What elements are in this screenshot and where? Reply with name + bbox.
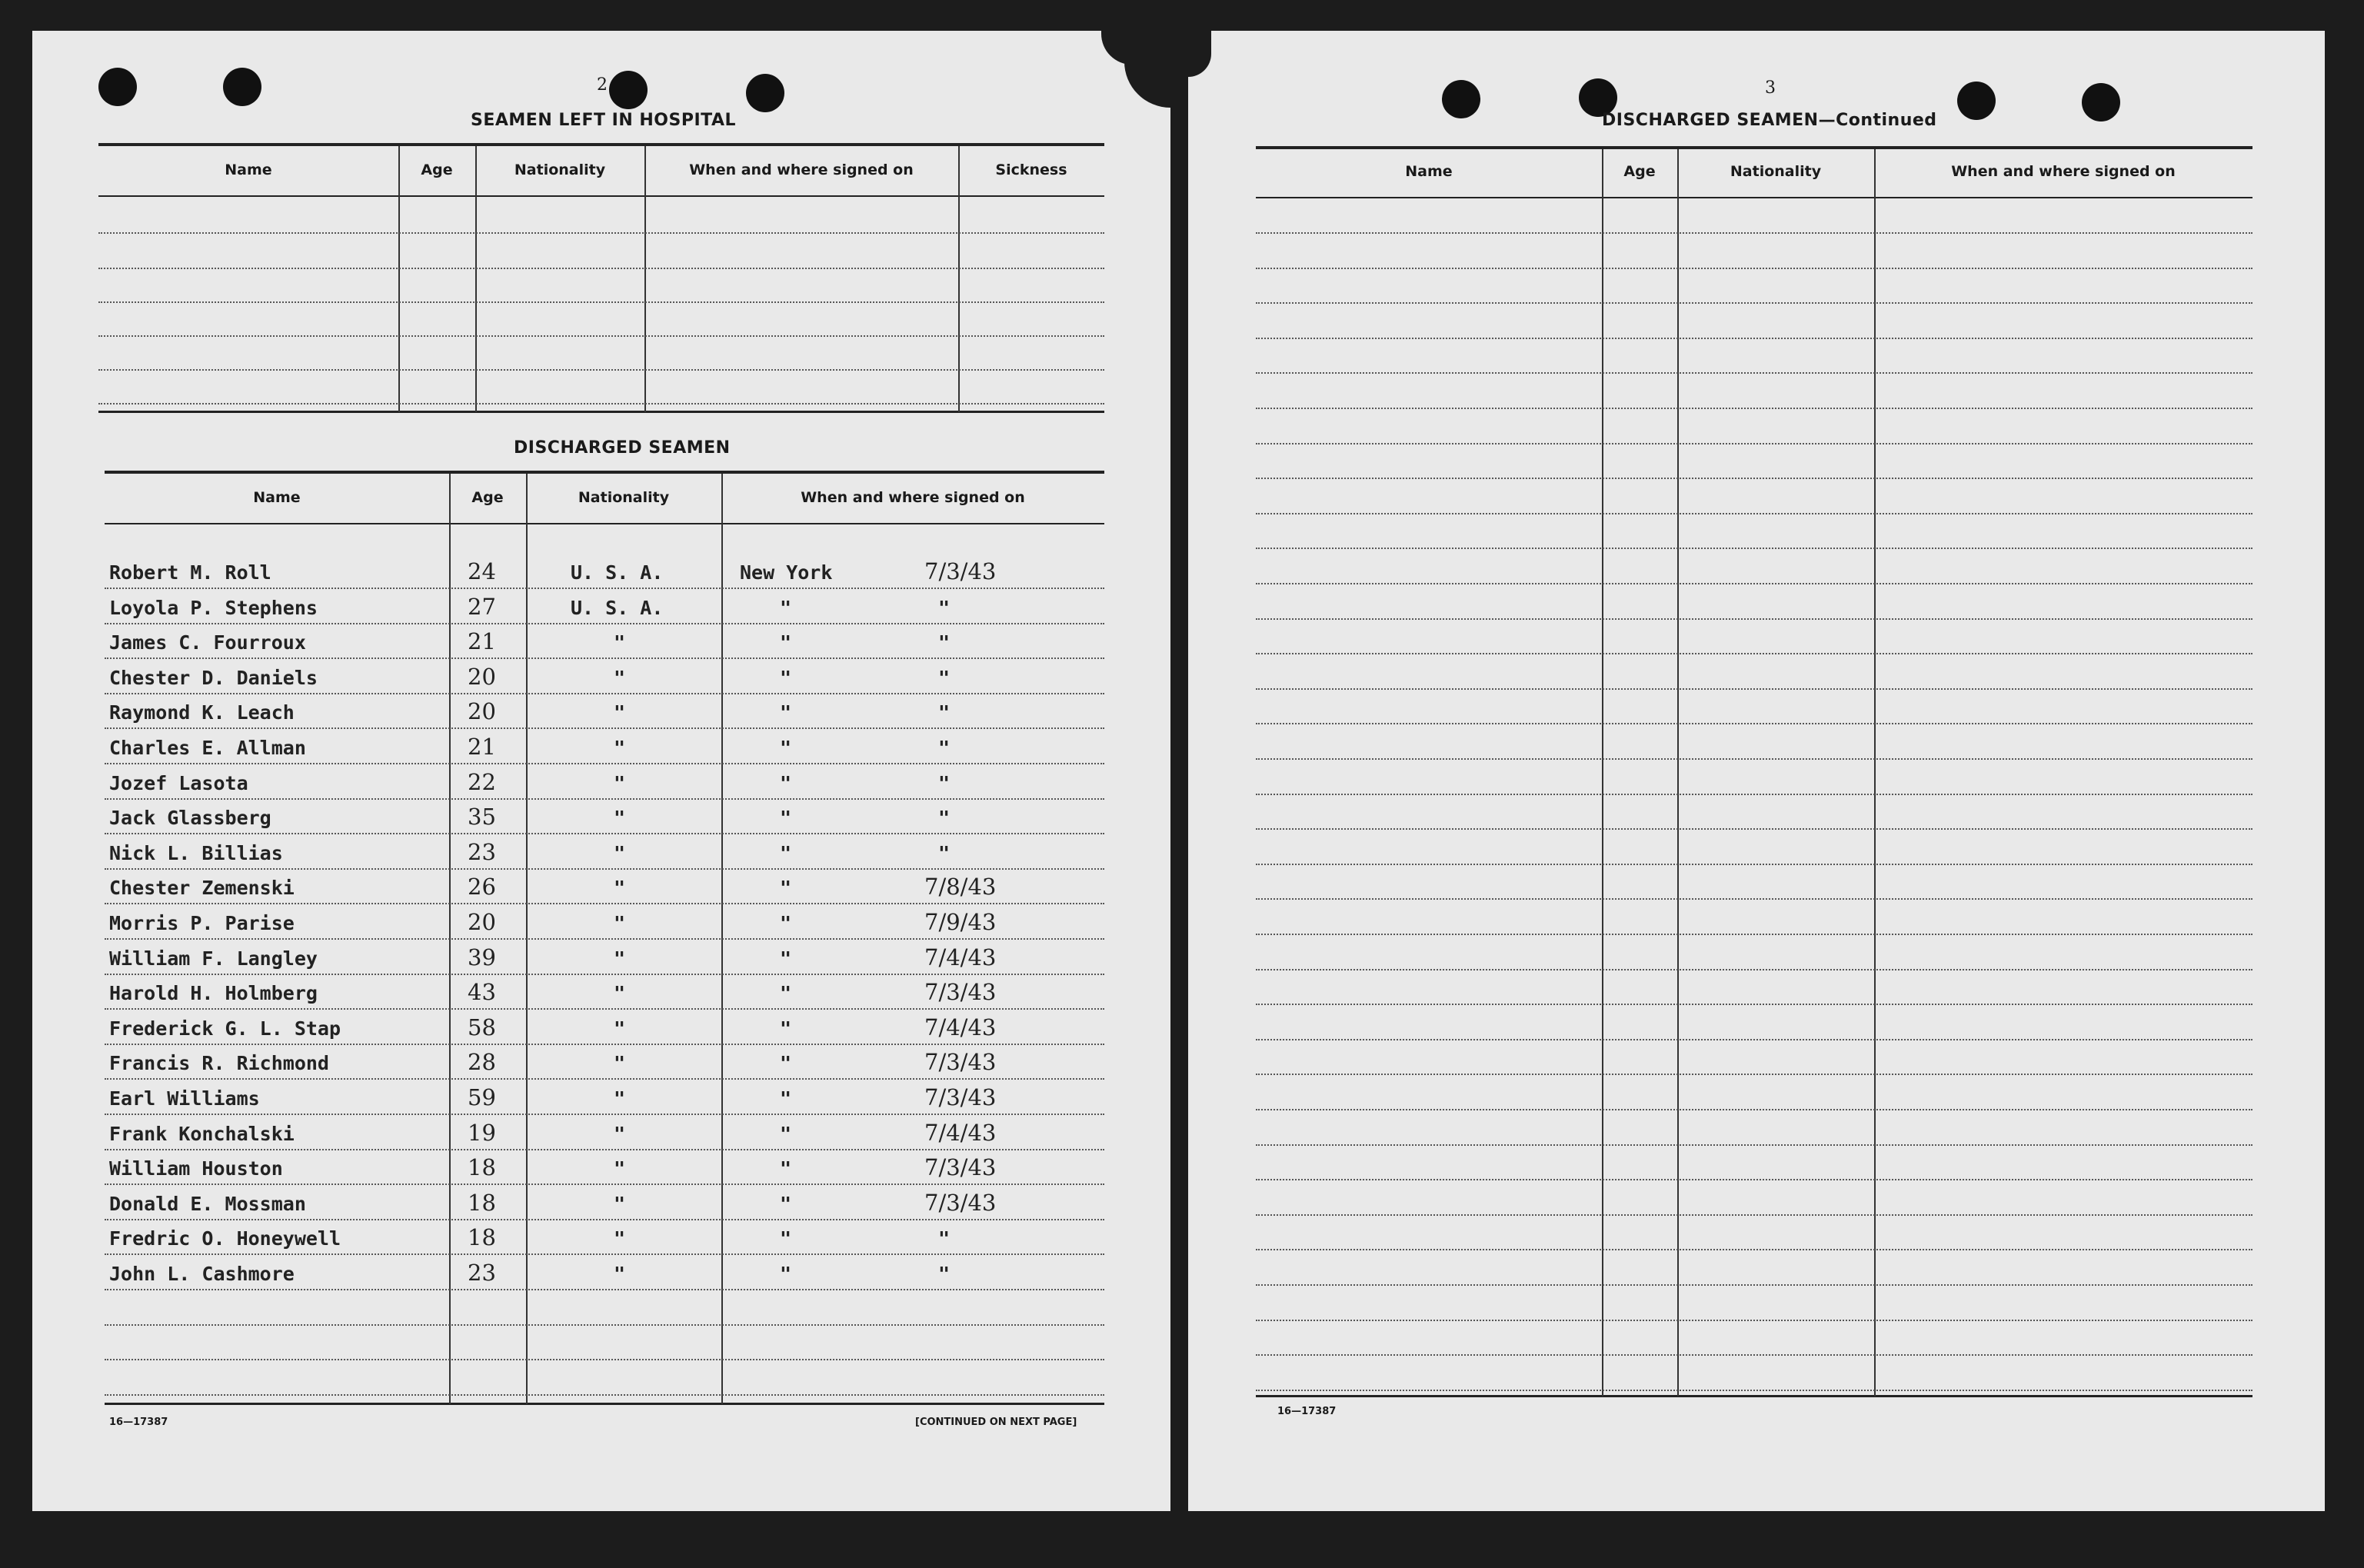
seaman-name: Raymond K. Leach xyxy=(109,701,295,724)
seaman-nationality: " xyxy=(614,1157,626,1180)
row-line xyxy=(1256,794,2252,795)
table-border xyxy=(1256,1395,2252,1397)
table-border xyxy=(105,1403,1104,1405)
row-line xyxy=(1256,268,2252,269)
seaman-name: Frank Konchalski xyxy=(109,1122,295,1145)
column-header-name: Name xyxy=(253,489,301,506)
signed-on-place: " xyxy=(780,737,792,759)
signed-on-date: 7/3/43 xyxy=(924,1049,997,1076)
column-header-age: Age xyxy=(471,489,504,506)
table-border xyxy=(1256,146,2252,149)
signed-on-place: " xyxy=(780,666,792,689)
table-border xyxy=(98,143,1104,146)
row-line xyxy=(1256,898,2252,900)
signed-on-date: " xyxy=(938,1227,951,1250)
row-line xyxy=(98,369,1104,371)
signed-on-date: 7/3/43 xyxy=(924,979,997,1006)
seaman-name: Loyola P. Stephens xyxy=(109,596,318,619)
seaman-nationality: " xyxy=(614,1192,626,1215)
seaman-nationality: " xyxy=(614,841,626,864)
row-line xyxy=(105,868,1104,870)
seaman-nationality: " xyxy=(614,737,626,759)
seaman-age: 28 xyxy=(468,1049,496,1076)
seaman-nationality: " xyxy=(614,1052,626,1075)
row-line xyxy=(1256,864,2252,865)
row-line xyxy=(105,1289,1104,1290)
signed-on-date: " xyxy=(938,807,951,830)
signed-on-place: " xyxy=(780,982,792,1005)
signed-on-date: 7/3/43 xyxy=(924,1084,997,1110)
row-line xyxy=(1256,1249,2252,1250)
title-continued: —Continued xyxy=(1818,111,1937,130)
punch-hole-icon xyxy=(746,74,784,112)
row-line xyxy=(105,588,1104,589)
seaman-name: William Houston xyxy=(109,1157,283,1180)
column-header-signed-on: When and where signed on xyxy=(1951,163,2176,180)
seaman-age: 43 xyxy=(468,979,496,1006)
row-line xyxy=(105,1219,1104,1220)
seaman-age: 18 xyxy=(468,1189,496,1216)
row-line xyxy=(105,727,1104,729)
row-line xyxy=(105,903,1104,904)
seaman-age: 20 xyxy=(468,698,496,725)
seaman-age: 39 xyxy=(468,944,496,970)
seaman-name: Nick L. Billias xyxy=(109,841,283,864)
form-number: 16—17387 xyxy=(109,1417,168,1428)
signed-on-place: " xyxy=(780,1017,792,1040)
title-main: DISCHARGED SEAMEN xyxy=(1602,111,1819,130)
signed-on-date: 7/3/43 xyxy=(924,558,997,584)
row-line xyxy=(1256,1179,2252,1180)
seaman-name: James C. Fourroux xyxy=(109,631,306,654)
seaman-age: 20 xyxy=(468,909,496,935)
seaman-name: Charles E. Allman xyxy=(109,737,306,759)
seaman-nationality: U. S. A. xyxy=(571,561,664,584)
signed-on-place: " xyxy=(780,947,792,970)
column-header-age: Age xyxy=(421,161,453,178)
column-divider xyxy=(958,146,960,412)
punch-hole-icon xyxy=(609,71,648,109)
signed-on-date: 7/9/43 xyxy=(924,909,997,935)
row-line xyxy=(105,693,1104,694)
row-line xyxy=(1256,443,2252,444)
signed-on-place: " xyxy=(780,701,792,724)
row-line xyxy=(1256,548,2252,549)
row-line xyxy=(1256,653,2252,654)
seaman-name: Earl Williams xyxy=(109,1087,260,1110)
seaman-nationality: " xyxy=(614,947,626,970)
punch-hole-icon xyxy=(1957,82,1996,120)
seaman-age: 21 xyxy=(468,628,496,655)
seaman-nationality: " xyxy=(614,1087,626,1110)
page-number: 2 xyxy=(597,75,608,95)
row-line xyxy=(1256,583,2252,584)
row-line xyxy=(1256,1320,2252,1321)
row-line xyxy=(105,1149,1104,1150)
punch-hole-icon xyxy=(223,68,261,106)
seaman-name: Harold H. Holmberg xyxy=(109,982,318,1005)
table-border xyxy=(105,523,1104,524)
punch-hole-icon xyxy=(98,68,137,106)
seaman-nationality: " xyxy=(614,807,626,830)
row-line xyxy=(1256,338,2252,339)
row-line xyxy=(1256,478,2252,479)
seaman-name: Fredric O. Honeywell xyxy=(109,1227,341,1250)
row-line xyxy=(1256,1390,2252,1391)
row-line xyxy=(1256,1109,2252,1110)
seaman-age: 58 xyxy=(468,1014,496,1040)
signed-on-date: 7/4/43 xyxy=(924,1119,997,1146)
signed-on-date: " xyxy=(938,737,951,759)
row-line xyxy=(1256,688,2252,690)
signed-on-place: " xyxy=(780,1192,792,1215)
seaman-name: Chester D. Daniels xyxy=(109,666,318,689)
row-line xyxy=(1256,408,2252,409)
seaman-nationality: " xyxy=(614,877,626,900)
signed-on-date: 7/8/43 xyxy=(924,874,997,901)
row-line xyxy=(105,1044,1104,1045)
column-divider xyxy=(1677,149,1679,1397)
row-line xyxy=(98,232,1104,234)
column-header-nationality: Nationality xyxy=(514,161,606,178)
row-line xyxy=(105,1394,1104,1396)
row-line xyxy=(1256,934,2252,935)
column-header-name: Name xyxy=(225,161,272,178)
page-number: 3 xyxy=(1765,78,1776,98)
seaman-age: 23 xyxy=(468,1260,496,1286)
seaman-name: Donald E. Mossman xyxy=(109,1192,306,1215)
table-border xyxy=(98,195,1104,197)
row-line xyxy=(1256,618,2252,620)
signed-on-place: " xyxy=(780,877,792,900)
row-line xyxy=(105,1114,1104,1115)
signed-on-date: 7/3/43 xyxy=(924,1154,997,1181)
signed-on-place: " xyxy=(780,631,792,654)
column-divider xyxy=(398,146,400,412)
row-line xyxy=(1256,1284,2252,1286)
row-line xyxy=(105,657,1104,659)
seaman-nationality: " xyxy=(614,631,626,654)
seaman-age: 19 xyxy=(468,1119,496,1146)
seaman-nationality: " xyxy=(614,982,626,1005)
row-line xyxy=(1256,1039,2252,1040)
row-line xyxy=(1256,758,2252,760)
signed-on-place: " xyxy=(780,912,792,934)
seaman-name: Robert M. Roll xyxy=(109,561,271,584)
column-header-signed-on: When and where signed on xyxy=(689,161,914,178)
row-line xyxy=(105,763,1104,764)
signed-on-date: " xyxy=(938,701,951,724)
column-header-sickness: Sickness xyxy=(995,161,1067,178)
table-border xyxy=(105,471,1104,474)
continued-note: [CONTINUED ON NEXT PAGE] xyxy=(915,1417,1077,1428)
row-line xyxy=(98,268,1104,269)
column-header-name: Name xyxy=(1405,163,1453,180)
column-header-signed-on: When and where signed on xyxy=(801,489,1025,506)
seaman-age: 26 xyxy=(468,874,496,901)
seaman-nationality: " xyxy=(614,912,626,934)
column-header-nationality: Nationality xyxy=(1730,163,1822,180)
seaman-age: 22 xyxy=(468,768,496,795)
signed-on-date: 7/4/43 xyxy=(924,944,997,970)
signed-on-place: " xyxy=(780,771,792,794)
signed-on-date: " xyxy=(938,1263,951,1285)
seaman-nationality: " xyxy=(614,771,626,794)
signed-on-date: 7/4/43 xyxy=(924,1014,997,1040)
torn-edge xyxy=(1188,31,1211,77)
seaman-nationality: " xyxy=(614,1122,626,1145)
torn-edge xyxy=(1124,62,1170,108)
seaman-age: 24 xyxy=(468,558,496,584)
seaman-name: Frederick G. L. Stap xyxy=(109,1017,341,1040)
seaman-age: 35 xyxy=(468,804,496,831)
seaman-name: Jozef Lasota xyxy=(109,771,248,794)
row-line xyxy=(1256,302,2252,304)
row-line xyxy=(105,1183,1104,1185)
signed-on-place: " xyxy=(780,1227,792,1250)
seaman-age: 21 xyxy=(468,734,496,760)
signed-on-place: " xyxy=(780,841,792,864)
column-divider xyxy=(644,146,646,412)
row-line xyxy=(1256,969,2252,970)
signed-on-date: " xyxy=(938,596,951,619)
row-line xyxy=(105,1008,1104,1010)
row-line xyxy=(1256,513,2252,514)
signed-on-date: 7/3/43 xyxy=(924,1189,997,1216)
row-line xyxy=(1256,1214,2252,1216)
signed-on-place: " xyxy=(780,1052,792,1075)
seaman-nationality: " xyxy=(614,666,626,689)
seaman-name: Chester Zemenski xyxy=(109,877,295,900)
seaman-nationality: " xyxy=(614,1017,626,1040)
row-line xyxy=(105,974,1104,975)
signed-on-place: " xyxy=(780,1122,792,1145)
signed-on-place: " xyxy=(780,1087,792,1110)
row-line xyxy=(1256,1004,2252,1005)
column-header-age: Age xyxy=(1623,163,1656,180)
seaman-nationality: " xyxy=(614,1227,626,1250)
seaman-age: 18 xyxy=(468,1154,496,1181)
row-line xyxy=(105,1324,1104,1326)
seaman-age: 20 xyxy=(468,663,496,690)
punch-hole-icon xyxy=(1442,80,1480,118)
row-line xyxy=(1256,1144,2252,1146)
seaman-name: John L. Cashmore xyxy=(109,1263,295,1285)
row-line xyxy=(1256,828,2252,830)
seaman-age: 59 xyxy=(468,1084,496,1110)
signed-on-date: " xyxy=(938,666,951,689)
right-section-title xyxy=(1602,111,1937,130)
row-line xyxy=(1256,232,2252,234)
signed-on-place: " xyxy=(780,596,792,619)
row-line xyxy=(105,1253,1104,1255)
seaman-nationality: " xyxy=(614,701,626,724)
right-page xyxy=(1188,31,2325,1511)
form-number: 16—17387 xyxy=(1277,1406,1337,1417)
seaman-nationality: " xyxy=(614,1263,626,1285)
column-header-nationality: Nationality xyxy=(578,489,670,506)
row-line xyxy=(105,798,1104,800)
row-line xyxy=(105,1359,1104,1360)
signed-on-place: New York xyxy=(740,561,833,584)
left-page xyxy=(32,31,1170,1511)
seaman-name: Jack Glassberg xyxy=(109,807,271,830)
signed-on-date: " xyxy=(938,631,951,654)
signed-on-date: " xyxy=(938,771,951,794)
seaman-name: Morris P. Parise xyxy=(109,912,295,934)
punch-hole-icon xyxy=(2082,83,2120,122)
row-line xyxy=(1256,372,2252,374)
table-border xyxy=(1256,197,2252,198)
seaman-name: William F. Langley xyxy=(109,947,318,970)
row-line xyxy=(1256,1074,2252,1075)
row-line xyxy=(105,938,1104,940)
hospital-section-title: SEAMEN LEFT IN HOSPITAL xyxy=(471,111,737,130)
row-line xyxy=(98,403,1104,404)
column-divider xyxy=(1602,149,1603,1397)
row-line xyxy=(1256,723,2252,724)
signed-on-place: " xyxy=(780,1157,792,1180)
seaman-age: 18 xyxy=(468,1224,496,1251)
seaman-nationality: U. S. A. xyxy=(571,596,664,619)
discharged-section-title: DISCHARGED SEAMEN xyxy=(514,438,731,458)
row-line xyxy=(105,1078,1104,1080)
signed-on-place: " xyxy=(780,1263,792,1285)
signed-on-date: " xyxy=(938,841,951,864)
seaman-age: 23 xyxy=(468,838,496,865)
seaman-name: Francis R. Richmond xyxy=(109,1052,329,1075)
row-line xyxy=(98,335,1104,337)
row-line xyxy=(1256,1354,2252,1356)
seaman-age: 27 xyxy=(468,593,496,620)
table-border xyxy=(98,411,1104,413)
row-line xyxy=(98,301,1104,303)
column-divider xyxy=(475,146,477,412)
signed-on-place: " xyxy=(780,807,792,830)
torn-edge xyxy=(1101,31,1170,65)
row-line xyxy=(105,833,1104,834)
row-line xyxy=(105,623,1104,624)
column-divider xyxy=(1874,149,1876,1397)
